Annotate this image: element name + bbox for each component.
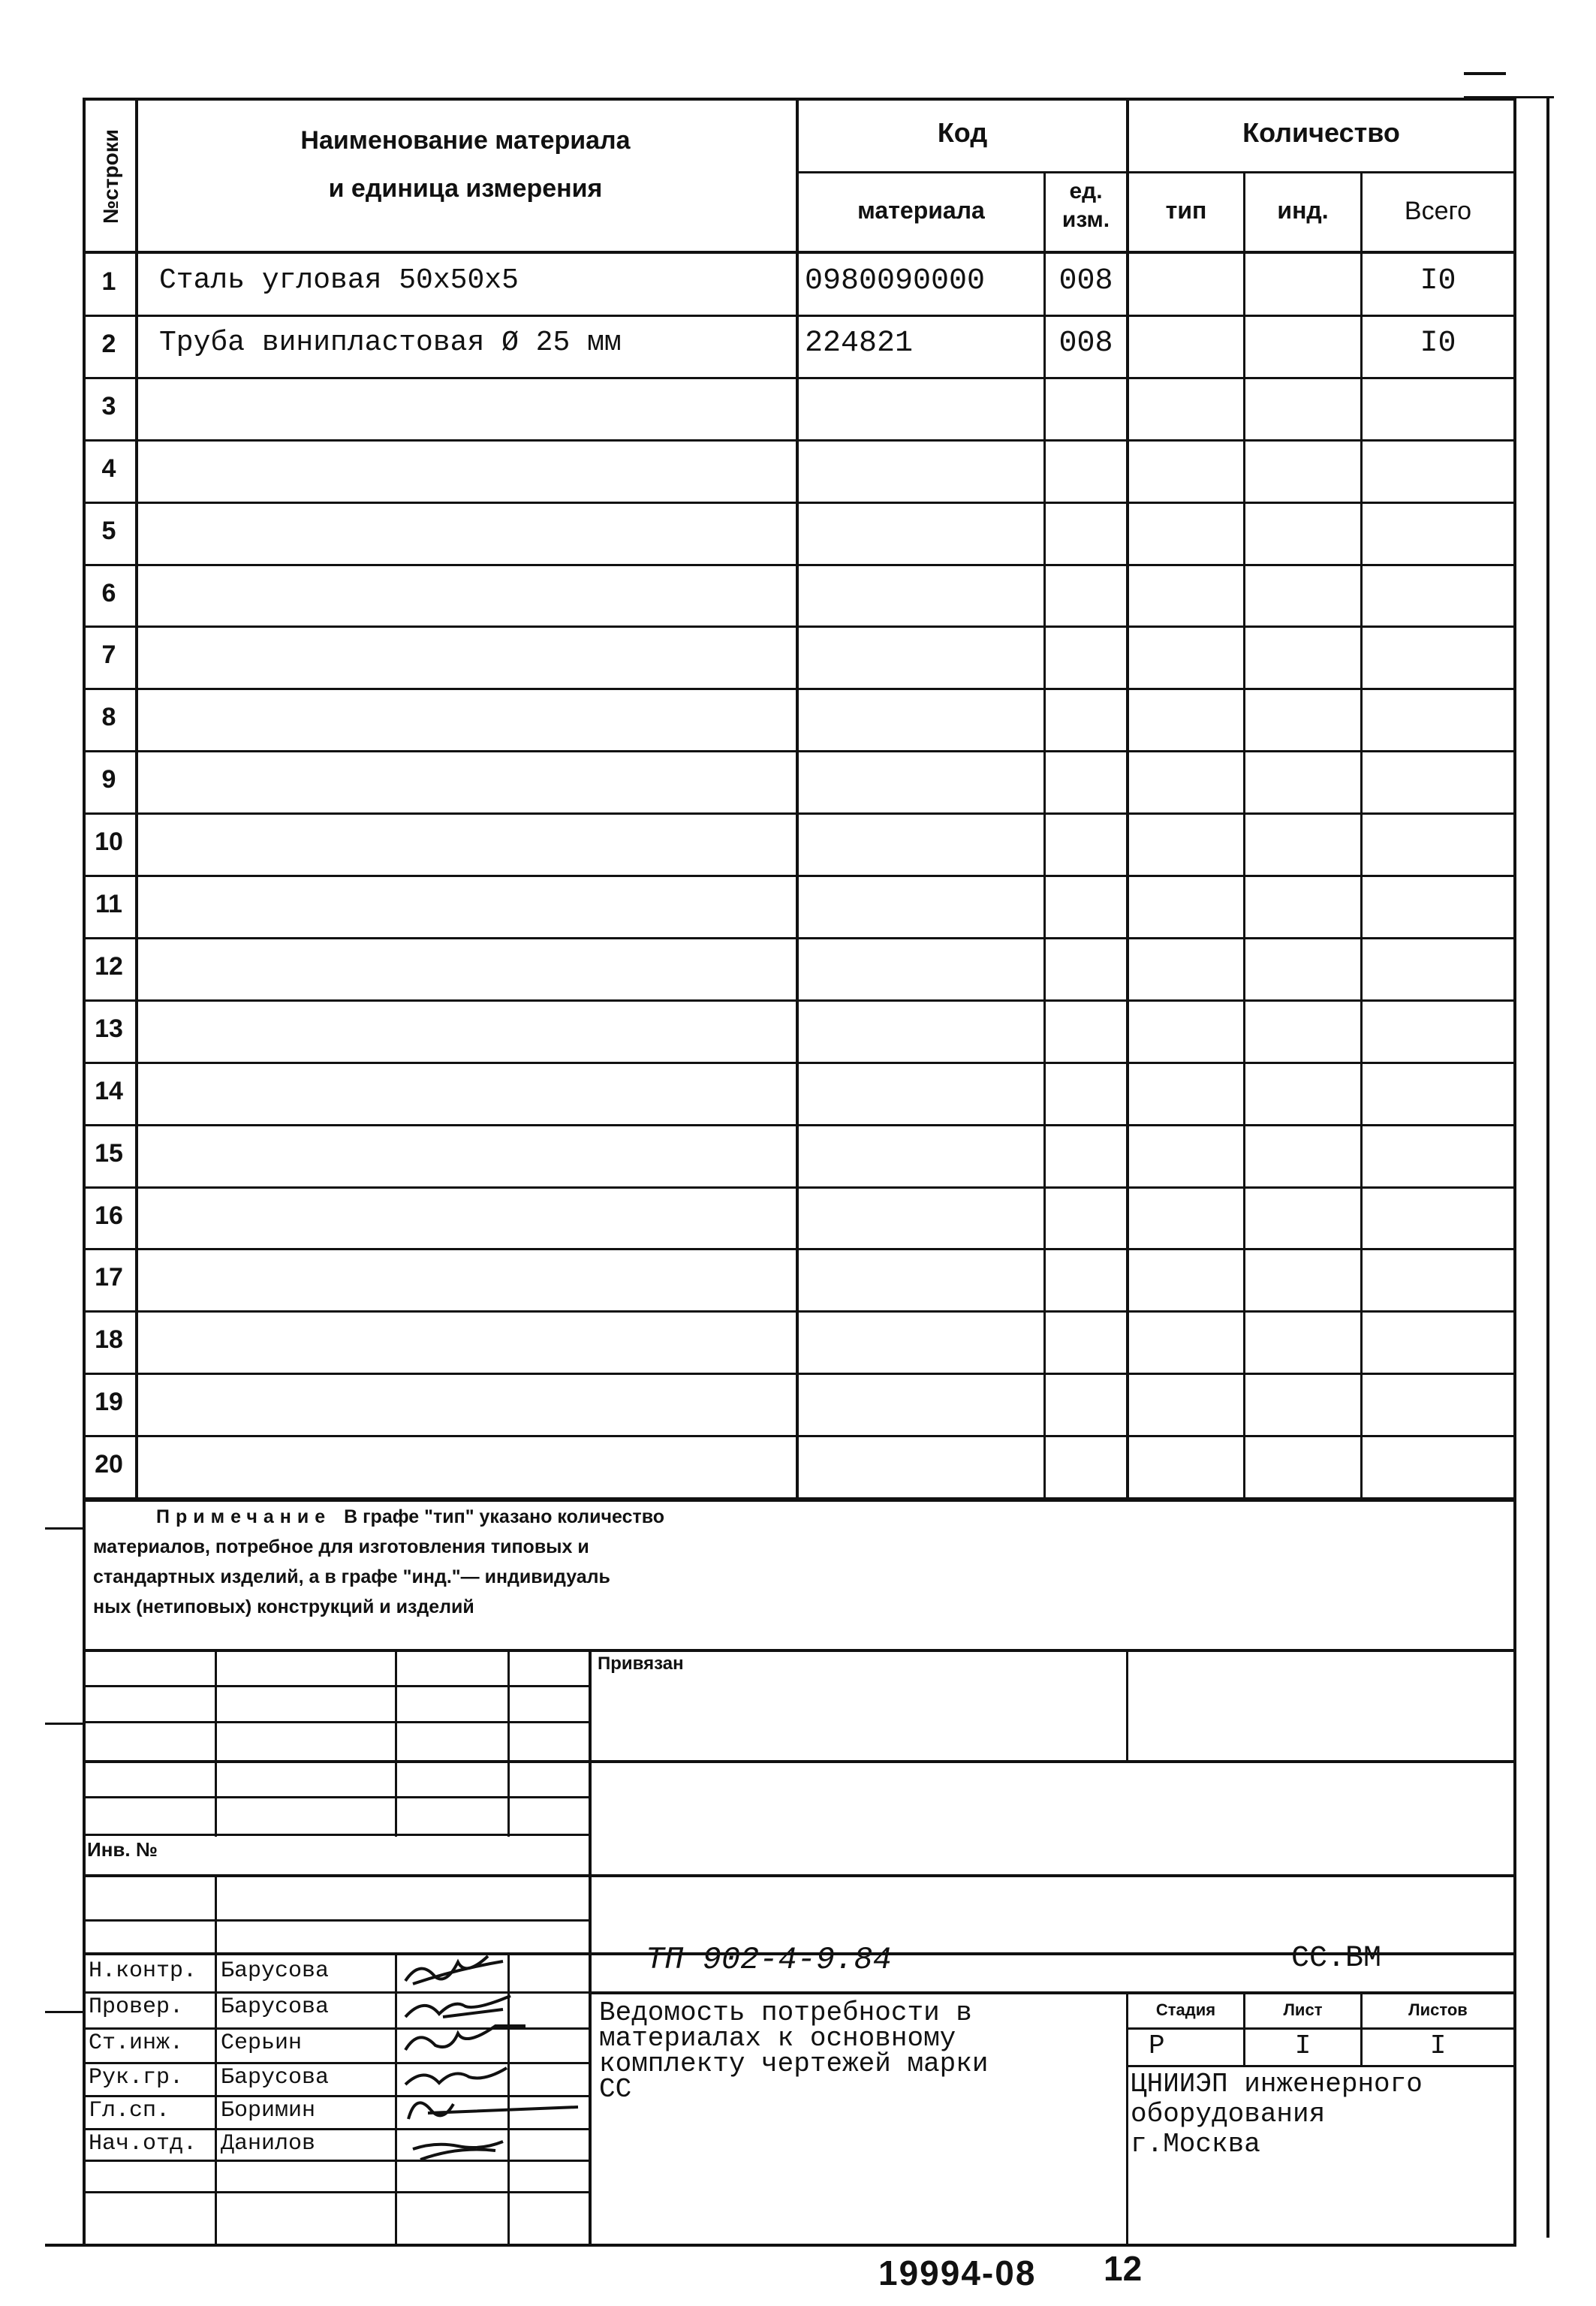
note-line1: В графе "тип" указано количество — [344, 1506, 665, 1527]
row-separator — [83, 1124, 1516, 1126]
row-separator — [83, 315, 1516, 317]
frame-bottom — [45, 2244, 1516, 2247]
row-number: 11 — [95, 890, 122, 918]
note-line2: материалов, потребное для изготовления типовых и — [93, 1536, 589, 1557]
org-line3: г.Москва — [1131, 2129, 1260, 2160]
row-number: 10 — [95, 827, 123, 856]
doc-code: ТП 902-4-9.84 — [646, 1942, 892, 1978]
material-code-cell: 224821 — [805, 327, 914, 360]
row-number: 16 — [95, 1201, 123, 1230]
signer-role: Провер. — [89, 1994, 184, 2020]
note-block — [93, 1502, 1504, 1622]
sheets-value: I — [1429, 2030, 1447, 2061]
note-line3: стандартных изделий, а в графе "инд."— индивидуаль — [93, 1566, 610, 1587]
code-header: Код — [937, 117, 988, 148]
note-label: Примечание — [156, 1506, 332, 1527]
row-separator — [83, 1435, 1516, 1437]
row-number: 8 — [101, 703, 116, 731]
note-line4: ных (нетиповых) конструкций и изделий — [93, 1596, 474, 1617]
footer-number: 19994-08 — [878, 2253, 1037, 2292]
row-number: 13 — [95, 1014, 123, 1043]
row-number: 3 — [101, 392, 116, 421]
row-number: 1 — [101, 267, 116, 296]
doc-title-line3: комплекту чертежей марки — [599, 2048, 989, 2079]
name-header-line1: Наименование материала — [300, 126, 631, 155]
row-number: 2 — [101, 330, 116, 358]
row-number: 9 — [101, 765, 116, 794]
row-number: 15 — [95, 1139, 123, 1168]
signer-role: Рук.гр. — [89, 2065, 184, 2090]
row-separator — [83, 625, 1516, 628]
total-header: Всего — [1404, 197, 1472, 225]
signer-role: Н.контр. — [89, 1958, 197, 1984]
unit-header-line2: изм. — [1061, 207, 1110, 232]
signer-name: Серьин — [221, 2030, 303, 2056]
signer-name: Данилов — [221, 2131, 316, 2157]
signer-name: Барусова — [221, 2065, 330, 2090]
inv-no-label: Инв. № — [87, 1838, 158, 1861]
row-separator — [83, 1248, 1516, 1250]
row-separator — [83, 999, 1516, 1002]
stage-value: Р — [1149, 2030, 1165, 2061]
row-number: 6 — [101, 579, 116, 607]
signer-role: Ст.инж. — [89, 2030, 184, 2056]
unit-code-cell: 008 — [1058, 327, 1113, 360]
row-number: 18 — [95, 1325, 123, 1354]
org-line2: оборудования — [1131, 2099, 1326, 2130]
privyazan-label: Привязан — [598, 1653, 684, 1674]
unit-header-line1: ед. — [1069, 179, 1103, 203]
doc-mark: СС.ВМ — [1291, 1942, 1382, 1976]
row-number: 14 — [95, 1077, 123, 1105]
sheet-value: I — [1294, 2030, 1311, 2061]
material-code-cell: 0980090000 — [805, 264, 986, 298]
org-line1: ЦНИИЭП инженерного — [1131, 2069, 1423, 2100]
right-margin-line — [1546, 98, 1549, 2238]
table-right-border — [1513, 98, 1516, 2245]
name-header-line2: и единица измерения — [328, 174, 603, 203]
sheet-label: Лист — [1283, 2000, 1323, 2019]
row-number-header-text: №строки — [99, 129, 122, 224]
doc-title — [599, 1997, 989, 2105]
footer-page: 12 — [1104, 2249, 1143, 2288]
row-separator — [83, 564, 1516, 566]
signer-name: Барусова — [221, 1958, 330, 1984]
row-separator — [83, 1373, 1516, 1375]
unit-code-cell: 008 — [1058, 264, 1113, 298]
frame-top — [83, 98, 1516, 101]
row-number: 19 — [95, 1388, 123, 1416]
total-qty-cell: I0 — [1420, 327, 1456, 360]
corner-mark — [1464, 72, 1506, 75]
row-separator — [83, 1310, 1516, 1313]
row-number: 20 — [95, 1450, 123, 1479]
material-code-header: материала — [857, 197, 985, 224]
row-separator — [83, 1186, 1516, 1189]
signer-name: Боримин — [221, 2098, 316, 2124]
row-number: 12 — [95, 952, 123, 981]
row-number: 7 — [101, 641, 116, 669]
row-separator — [83, 688, 1516, 690]
signer-name: Барусова — [221, 1994, 330, 2020]
signer-role: Нач.отд. — [89, 2131, 197, 2157]
stage-label: Стадия — [1155, 2000, 1216, 2019]
total-qty-cell: I0 — [1420, 264, 1456, 298]
row-number: 4 — [101, 454, 116, 483]
material-name-cell: Труба винипластовая Ø 25 мм — [159, 327, 622, 359]
quantity-header: Количество — [1242, 117, 1400, 148]
signer-role: Гл.сп. — [89, 2098, 170, 2124]
row-separator — [83, 439, 1516, 442]
type-header: тип — [1165, 197, 1207, 224]
row-separator — [83, 502, 1516, 504]
row-separator — [83, 937, 1516, 939]
ind-header: инд. — [1277, 197, 1329, 224]
row-separator — [83, 875, 1516, 877]
row-separator — [83, 812, 1516, 815]
doc-title-line1: Ведомость потребности в — [599, 1997, 972, 2028]
doc-title-line4: СС — [599, 2074, 632, 2105]
row-separator — [83, 377, 1516, 379]
row-number-header — [89, 105, 134, 248]
organization — [1131, 2069, 1423, 2160]
sheets-label: Листов — [1408, 2000, 1468, 2019]
row-separator — [83, 750, 1516, 752]
material-name-cell: Сталь угловая 50х50х5 — [159, 264, 519, 297]
row-number: 17 — [95, 1263, 123, 1292]
row-number: 5 — [101, 517, 116, 545]
doc-title-line2: материалах к основному — [599, 2023, 956, 2054]
row-separator — [83, 1062, 1516, 1064]
signature-scribbles — [398, 1952, 593, 2245]
